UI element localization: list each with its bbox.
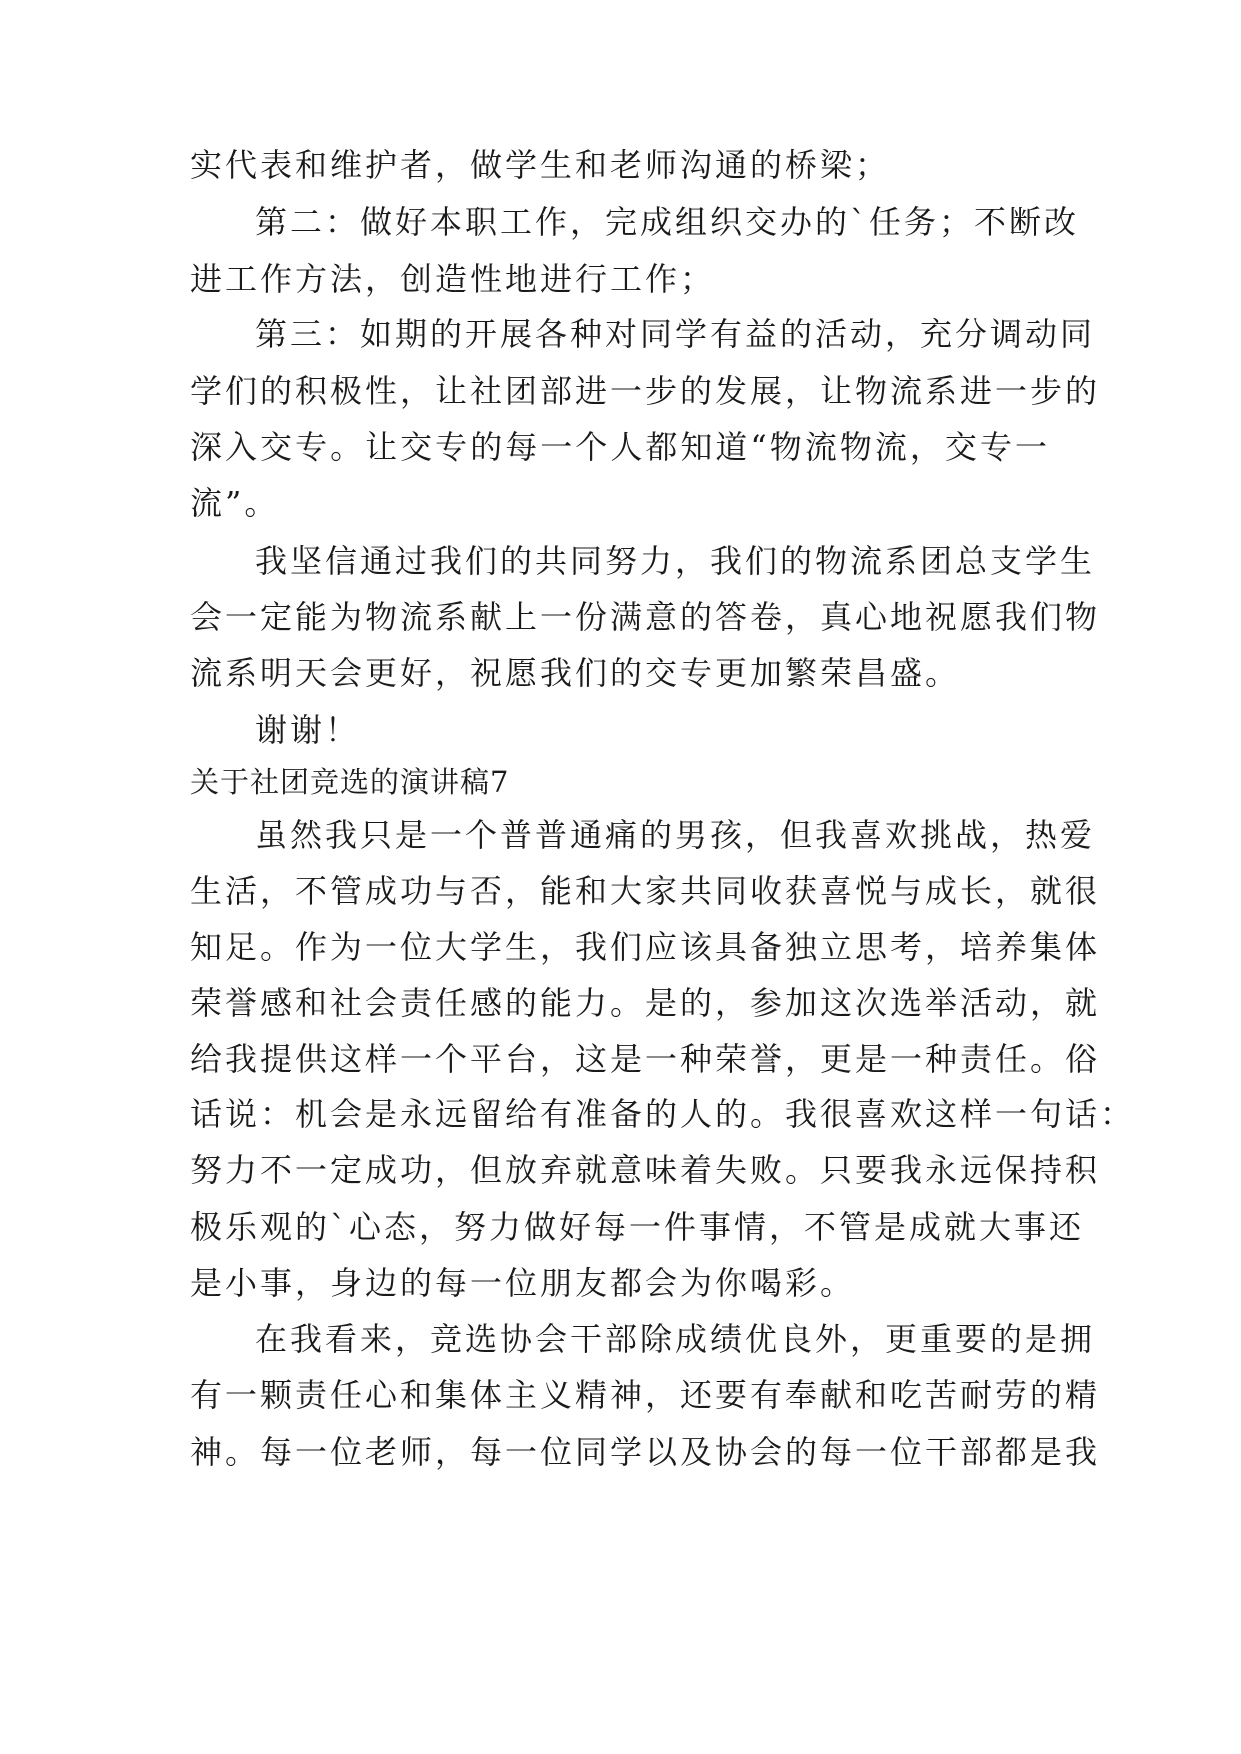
paragraph-line: 实代表和维护者，做学生和老师沟通的桥梁；	[190, 146, 891, 184]
paragraph-line: 深入交专。让交专的每一个人都知道“物流物流，交专一	[190, 428, 1050, 466]
paragraph-line: 在我看来，竞选协会干部除成绩优良外，更重要的是拥	[255, 1320, 1096, 1358]
paragraph-line: 给我提供这样一个平台，这是一种荣誉，更是一种责任。俗	[190, 1040, 1101, 1078]
section-heading: 关于社团竞选的演讲稿7	[190, 765, 510, 799]
paragraph-line: 话说：机会是永远留给有准备的人的。我很喜欢这样一句话：	[190, 1095, 1136, 1133]
paragraph-line: 会一定能为物流系献上一份满意的答卷，真心地祝愿我们物	[190, 598, 1101, 636]
paragraph-line: 虽然我只是一个普普通痛的男孩，但我喜欢挑战，热爱	[255, 816, 1096, 854]
paragraph-line: 极乐观的`心态，努力做好每一件事情，不管是成就大事还	[190, 1208, 1085, 1246]
paragraph-line: 知足。作为一位大学生，我们应该具备独立思考，培养集体	[190, 928, 1101, 966]
paragraph-line: 流系明天会更好，祝愿我们的交专更加繁荣昌盛。	[190, 654, 961, 692]
paragraph-line: 我坚信通过我们的共同努力，我们的物流系团总支学生	[255, 542, 1096, 580]
paragraph-line: 流”。	[190, 484, 280, 522]
paragraph-line: 第二：做好本职工作，完成组织交办的`任务；不断改	[255, 203, 1080, 241]
paragraph-line: 学们的积极性，让社团部进一步的发展，让物流系进一步的	[190, 372, 1101, 410]
paragraph-line: 生活，不管成功与否，能和大家共同收获喜悦与成长，就很	[190, 872, 1101, 910]
paragraph-line: 荣誉感和社会责任感的能力。是的，参加这次选举活动，就	[190, 984, 1101, 1022]
paragraph-line: 谢谢！	[255, 711, 361, 749]
paragraph-line: 进工作方法，创造性地进行工作；	[190, 260, 716, 298]
paragraph-line: 第三：如期的开展各种对同学有益的活动，充分调动同	[255, 315, 1096, 353]
paragraph-line: 神。每一位老师，每一位同学以及协会的每一位干部都是我	[190, 1433, 1101, 1471]
paragraph-line: 有一颗责任心和集体主义精神，还要有奉献和吃苦耐劳的精	[190, 1376, 1101, 1414]
paragraph-line: 努力不一定成功，但放弃就意味着失败。只要我永远保持积	[190, 1151, 1101, 1189]
paragraph-line: 是小事，身边的每一位朋友都会为你喝彩。	[190, 1264, 856, 1302]
